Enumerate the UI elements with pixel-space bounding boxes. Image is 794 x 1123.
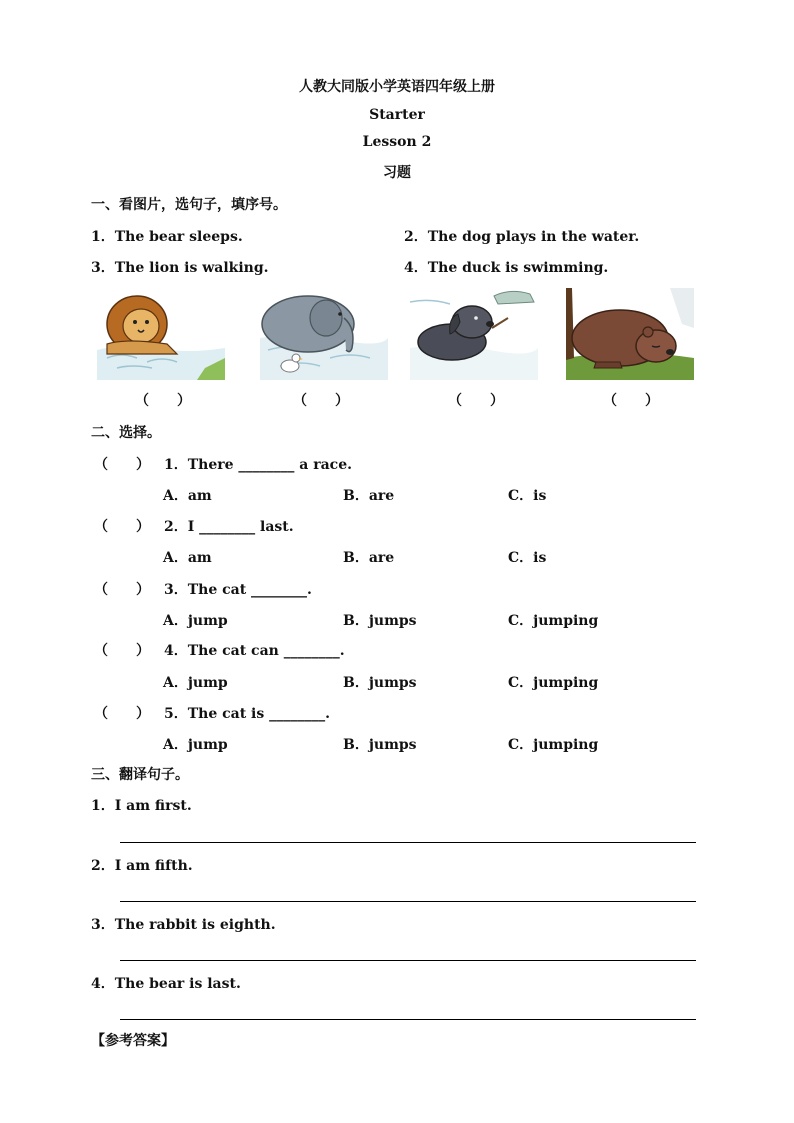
answer-line-4[interactable]	[120, 1019, 696, 1020]
lion-picture	[97, 288, 225, 380]
translate-sentence-2: 2．I am fifth.	[91, 858, 193, 874]
dog-picture	[410, 288, 538, 380]
question-4-option-a[interactable]: A．jump	[163, 675, 228, 691]
lesson-title: Lesson 2	[362, 134, 432, 150]
question-3-blank[interactable]: （ ）	[94, 582, 150, 598]
part1-heading: 一、看图片，选句子，填序号。	[91, 197, 287, 213]
question-2-option-a[interactable]: A．am	[163, 550, 212, 566]
answer-line-2[interactable]	[120, 901, 696, 902]
answer-line-1[interactable]	[120, 842, 696, 843]
question-2-stem: 2．I ________ last.	[164, 519, 294, 535]
question-1-option-c[interactable]: C．is	[508, 488, 547, 504]
exercise-label: 习题	[383, 165, 411, 181]
question-1-option-a[interactable]: A．am	[163, 488, 212, 504]
bear-picture	[566, 288, 694, 380]
question-5-option-a[interactable]: A．jump	[163, 737, 228, 753]
question-1-stem: 1．There ________ a race.	[164, 457, 352, 473]
question-2-option-c[interactable]: C．is	[508, 550, 547, 566]
question-3-option-b[interactable]: B．jumps	[343, 613, 417, 629]
question-3-option-a[interactable]: A．jump	[163, 613, 228, 629]
part1-sentence-1: 1．The bear sleeps.	[91, 229, 243, 245]
question-3-stem: 3．The cat ________.	[164, 582, 312, 598]
part1-sentence-2: 2．The dog plays in the water.	[404, 229, 640, 245]
translate-sentence-3: 3．The rabbit is eighth.	[91, 917, 276, 933]
question-4-blank[interactable]: （ ）	[94, 643, 150, 659]
question-1-blank[interactable]: （ ）	[94, 457, 150, 473]
question-5-blank[interactable]: （ ）	[94, 706, 150, 722]
question-5-stem: 5．The cat is ________.	[164, 706, 331, 722]
elephant-picture	[260, 288, 388, 380]
part2-heading: 二、选择。	[91, 425, 161, 441]
part1-sentence-4: 4．The duck is swimming.	[404, 260, 609, 276]
part3-heading: 三、翻译句子。	[91, 767, 189, 783]
unit-title: Starter	[369, 107, 425, 123]
translate-sentence-1: 1．I am first.	[91, 798, 192, 814]
answer-blank-1[interactable]: （ ）	[135, 393, 191, 409]
answer-blank-2[interactable]: （ ）	[293, 393, 349, 409]
question-3-option-c[interactable]: C．jumping	[508, 613, 599, 629]
answer-blank-4[interactable]: （ ）	[603, 393, 659, 409]
part1-sentence-3: 3．The lion is walking.	[91, 260, 269, 276]
question-4-stem: 4．The cat can ________.	[164, 643, 345, 659]
question-5-option-b[interactable]: B．jumps	[343, 737, 417, 753]
question-1-option-b[interactable]: B．are	[343, 488, 395, 504]
translate-sentence-4: 4．The bear is last.	[91, 976, 241, 992]
question-5-option-c[interactable]: C．jumping	[508, 737, 599, 753]
question-4-option-c[interactable]: C．jumping	[508, 675, 599, 691]
document-title: 人教大同版小学英语四年级上册	[299, 79, 495, 95]
question-2-option-b[interactable]: B．are	[343, 550, 395, 566]
answer-line-3[interactable]	[120, 960, 696, 961]
question-4-option-b[interactable]: B．jumps	[343, 675, 417, 691]
answer-blank-3[interactable]: （ ）	[448, 393, 504, 409]
answers-heading: 【参考答案】	[91, 1033, 175, 1049]
question-2-blank[interactable]: （ ）	[94, 519, 150, 535]
